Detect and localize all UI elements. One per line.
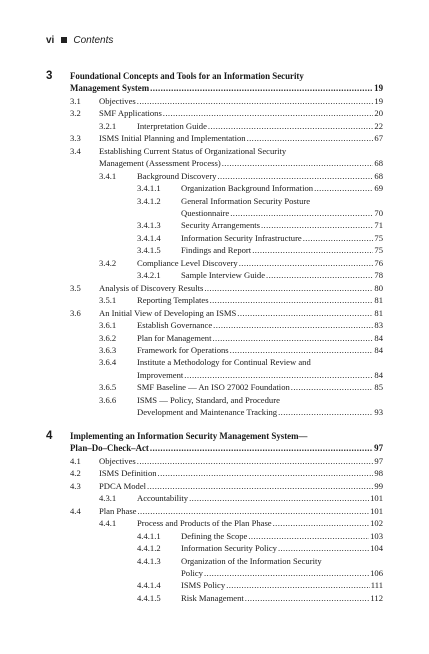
toc-page-number: 80 [374, 282, 383, 293]
toc-leader-line [181, 219, 383, 231]
toc-entry-number: 4.2 [70, 468, 81, 479]
toc-leader-line [99, 157, 383, 169]
toc-entry [46, 505, 383, 517]
toc-entry-text: Background Discovery [137, 170, 217, 181]
toc-entry [46, 132, 383, 144]
toc-leader-line [137, 257, 383, 269]
toc-entry-text: Organization of the Information Security [181, 555, 322, 566]
toc-entry-number: 3.4.1.2 [137, 195, 161, 206]
dot-leader [158, 467, 374, 479]
toc-entry [46, 356, 383, 381]
toc-entry [46, 467, 383, 479]
toc-entry-number: 3.6.2 [99, 332, 117, 343]
toc-page-number: 84 [374, 369, 383, 380]
toc-entry-number: 3.6.6 [99, 394, 117, 405]
toc-entry-text: Plan Phase [99, 505, 137, 516]
toc-entry [46, 530, 383, 542]
dot-leader [163, 107, 374, 119]
chapter-number: 4 [46, 430, 53, 442]
toc-entry [46, 294, 383, 306]
toc-page-number: 93 [374, 407, 383, 418]
toc-page-number: 85 [374, 382, 383, 393]
toc-entry-text: SMF Baseline — An ISO 27002 Foundation [137, 382, 290, 393]
toc-entry-text: Establish Governance [137, 320, 213, 331]
toc-entry [46, 517, 383, 529]
toc-page-number: 101 [370, 505, 383, 516]
toc-page-number: 71 [374, 220, 383, 231]
toc-entry-text: Findings and Report [181, 245, 252, 256]
toc-entry [46, 555, 383, 580]
toc-entry-number: 4.3.1 [99, 493, 117, 504]
dot-leader [230, 344, 374, 356]
toc-entry-text: Management (Assessment Process) [99, 158, 221, 169]
toc-entry-text: Establishing Current Status of Organizational Security [99, 145, 287, 156]
chapter-title-entry [46, 430, 383, 455]
toc-entry-text: Objectives [99, 95, 136, 106]
toc-page-number: 106 [370, 567, 383, 578]
toc-entry-text: SMF Applications [99, 108, 162, 119]
toc-entry-number: 3.4.1.5 [137, 245, 161, 256]
toc-entry-text: Interpretation Guide [137, 120, 207, 131]
toc-entry-number: 4.3 [70, 480, 81, 491]
toc-leader-line [137, 344, 383, 356]
toc-entry-number: 4.4.1.3 [137, 555, 161, 566]
toc-entry [46, 170, 383, 182]
toc-leader-line [181, 579, 383, 591]
toc-entry-text: Risk Management [181, 592, 244, 603]
toc-entry-number: 3.6.3 [99, 344, 117, 355]
toc-entry-text: Organization Background Information [181, 183, 314, 194]
toc-entry [46, 257, 383, 269]
toc-entry-text: Foundational Concepts and Tools for an Information Security [70, 71, 304, 81]
toc-leader-line [99, 307, 383, 319]
toc-entry-text: Compliance Level Discovery [137, 257, 238, 268]
toc-entry-number: 4.4.1 [99, 518, 117, 529]
dot-leader [278, 542, 369, 554]
toc-entry-number: 3.4.1.4 [137, 232, 161, 243]
toc-entry-text: Framework for Operations [137, 344, 229, 355]
dot-leader [184, 369, 373, 381]
toc-entry [46, 232, 383, 244]
toc-leader-line [181, 269, 383, 281]
dot-leader [137, 95, 374, 107]
toc-entry-number: 4.4.1.4 [137, 580, 161, 591]
toc-entry [46, 381, 383, 393]
page-number: vi [46, 35, 55, 46]
toc-leader-line [181, 232, 383, 244]
dot-leader [147, 480, 373, 492]
toc-entry [46, 95, 383, 107]
toc-leader-line [181, 530, 383, 542]
toc-entry [46, 244, 383, 256]
toc-entry [46, 394, 383, 419]
toc-entries [46, 430, 383, 604]
toc-page-number: 98 [374, 468, 383, 479]
toc-page-number: 83 [374, 320, 383, 331]
toc-entry [46, 107, 383, 119]
toc-leader-line [181, 567, 383, 579]
dot-leader [266, 269, 373, 281]
toc-entry-number: 3.6.1 [99, 320, 117, 331]
toc-leader-line [70, 82, 383, 94]
dot-leader [237, 307, 373, 319]
toc-leader-line [137, 332, 383, 344]
toc-leader-line [137, 120, 383, 132]
section-title: Contents [73, 35, 114, 46]
toc-entry [46, 307, 383, 319]
toc-entry-number: 3.5 [70, 282, 81, 293]
toc-entry [46, 344, 383, 356]
toc-page-number: 70 [374, 207, 383, 218]
toc-leader-line [99, 282, 383, 294]
toc-entry [46, 319, 383, 331]
toc-leader-line [137, 319, 383, 331]
toc-leader-line [137, 517, 383, 529]
dot-leader [239, 257, 374, 269]
toc-entry-number: 3.2.1 [99, 120, 117, 131]
toc-leader-line [181, 207, 383, 219]
dot-leader [247, 132, 374, 144]
toc-leader-line [99, 132, 383, 144]
dot-leader [252, 244, 373, 256]
dot-leader [291, 381, 374, 393]
toc-leader-line [99, 107, 383, 119]
toc-page-number: 103 [370, 530, 383, 541]
toc-leader-line [99, 467, 383, 479]
toc-leader-line [99, 505, 383, 517]
chapter-title-entry [46, 70, 383, 95]
toc-leader-line [137, 369, 383, 381]
toc-entry-text: Objectives [99, 455, 136, 466]
toc-entry-text: ISMS Initial Planning and Implementation [99, 133, 246, 144]
toc-leader-line [181, 244, 383, 256]
toc-entry-number: 3.2 [70, 108, 81, 119]
toc-entry-text: Sample Interview Guide [181, 270, 266, 281]
toc-leader-line [137, 381, 383, 393]
toc-page-number: 20 [374, 108, 383, 119]
toc-page-number: 84 [374, 332, 383, 343]
toc-entry-number: 3.4.2 [99, 257, 117, 268]
toc-entry [46, 219, 383, 231]
toc-entry-number: 3.6 [70, 307, 81, 318]
toc-entry-text: Development and Maintenance Tracking [137, 407, 278, 418]
toc-page-number: 84 [374, 344, 383, 355]
toc-entry-text: Questionnaire [181, 207, 230, 218]
toc-entry-number: 3.4.1 [99, 170, 117, 181]
toc-entry-number: 3.4.2.1 [137, 270, 161, 281]
toc-page-number: 68 [374, 170, 383, 181]
toc-entry-text: PDCA Model [99, 480, 147, 491]
dot-leader [248, 530, 369, 542]
dot-leader [261, 219, 373, 231]
toc-entry-text: Management System [70, 83, 150, 94]
toc-page-number: 67 [374, 133, 383, 144]
toc-entry-text: Process and Products of the Plan Phase [137, 518, 272, 529]
toc-page-number: 76 [374, 257, 383, 268]
toc-page-number: 97 [374, 455, 383, 466]
toc-leader-line [181, 542, 383, 554]
dot-leader [204, 567, 369, 579]
toc-entry [46, 145, 383, 170]
toc-entry-number: 3.6.5 [99, 382, 117, 393]
toc-entry-number: 3.4.1.3 [137, 220, 161, 231]
toc-entry [46, 182, 383, 194]
toc-entry-text: An Initial View of Developing an ISMS [99, 307, 237, 318]
toc-page-number: 81 [374, 307, 383, 318]
toc-entry-text: Plan–Do–Check–Act [70, 443, 149, 454]
toc-entry-text: Security Arrangements [181, 220, 260, 231]
toc-page-number: 68 [374, 158, 383, 169]
toc-leader-line [70, 442, 383, 454]
dot-leader [245, 592, 370, 604]
toc-page-number: 99 [374, 480, 383, 491]
toc-entry-number: 3.6.4 [99, 357, 117, 368]
toc-entry [46, 542, 383, 554]
toc-entry-number: 3.3 [70, 133, 81, 144]
toc-entry-text: Information Security Infrastructure [181, 232, 302, 243]
bullet-square-icon [61, 37, 67, 43]
toc-entry-number: 3.5.1 [99, 295, 117, 306]
toc-leader-line [137, 406, 383, 418]
toc-entry [46, 269, 383, 281]
toc-leader-line [137, 492, 383, 504]
toc-page-number: 104 [370, 543, 383, 554]
toc-leader-line [137, 294, 383, 306]
toc-entry-number: 3.1 [70, 95, 81, 106]
toc-entry-text: ISMS Policy [181, 580, 226, 591]
toc-entries [46, 70, 383, 419]
dot-leader [230, 207, 373, 219]
toc-page-number: 101 [370, 493, 383, 504]
toc-entry-text: ISMS Definition [99, 468, 157, 479]
toc-leader-line [181, 182, 383, 194]
dot-leader [137, 455, 374, 467]
dot-leader [150, 442, 373, 454]
toc-entry [46, 480, 383, 492]
toc-entry [46, 332, 383, 344]
toc-entry-text: Policy [181, 567, 203, 578]
toc-entry-number: 3.4 [70, 145, 81, 156]
dot-leader [212, 332, 373, 344]
dot-leader [189, 492, 369, 504]
toc-entry-number: 3.4.1.1 [137, 183, 161, 194]
toc-entry-text: Information Security Policy [181, 543, 277, 554]
toc-entry-number: 4.4.1.1 [137, 530, 161, 541]
toc-page-number: 75 [374, 245, 383, 256]
toc-entry-text: Defining the Scope [181, 530, 248, 541]
toc-leader-line [99, 95, 383, 107]
toc-entry-text: General Information Security Posture [181, 195, 311, 206]
toc-leader-line [99, 480, 383, 492]
dot-leader [226, 579, 370, 591]
toc-entry [46, 282, 383, 294]
dot-leader [222, 157, 374, 169]
toc-entry [46, 195, 383, 220]
toc-entry-text: Analysis of Discovery Results [99, 282, 204, 293]
dot-leader [204, 282, 373, 294]
toc-entry-text: Accountability [137, 493, 189, 504]
toc-entry-number: 4.4.1.5 [137, 592, 161, 603]
chapter-number: 3 [46, 70, 53, 82]
toc-entry-number: 4.1 [70, 455, 81, 466]
toc-page-number: 112 [370, 592, 383, 603]
toc-page-number: 19 [374, 83, 383, 94]
toc-leader-line [137, 170, 383, 182]
toc-page-number: 69 [374, 183, 383, 194]
dot-leader [213, 319, 373, 331]
toc-entry [46, 120, 383, 132]
toc-entry-text: Institute a Methodology for Continual Review and [137, 357, 311, 368]
toc-page-number: 102 [370, 518, 383, 529]
dot-leader [273, 517, 369, 529]
toc-entry [46, 579, 383, 591]
dot-leader [137, 505, 369, 517]
dot-leader [278, 406, 373, 418]
toc-entry-number: 4.4 [70, 505, 81, 516]
toc-leader-line [99, 455, 383, 467]
dot-leader [210, 294, 374, 306]
toc-entry-text: Plan for Management [137, 332, 212, 343]
toc-entry [46, 592, 383, 604]
toc-leader-line [181, 592, 383, 604]
dot-leader [208, 120, 373, 132]
dot-leader [314, 182, 373, 194]
toc-entry [46, 492, 383, 504]
toc-entry-text: Reporting Templates [137, 295, 209, 306]
toc-page-number: 75 [374, 232, 383, 243]
dot-leader [303, 232, 374, 244]
toc-page-number: 78 [374, 270, 383, 281]
chapter-3-block [46, 70, 383, 419]
toc-entry [46, 455, 383, 467]
toc-entry-number: 4.4.1.2 [137, 543, 161, 554]
toc-entry-text: Implementing an Information Security Management System— [70, 431, 308, 441]
running-header [46, 35, 113, 46]
toc-page-number: 19 [374, 95, 383, 106]
toc-entry-text: ISMS — Policy, Standard, and Procedure [137, 394, 280, 405]
toc-page-number: 22 [374, 120, 383, 131]
dot-leader [217, 170, 373, 182]
toc-entry-text: Improvement [137, 369, 184, 380]
dot-leader [150, 82, 373, 94]
toc-page-number: 97 [374, 443, 383, 454]
toc-page-number: 81 [374, 295, 383, 306]
toc-page-number: 111 [370, 580, 383, 591]
chapter-4-block [46, 430, 383, 604]
